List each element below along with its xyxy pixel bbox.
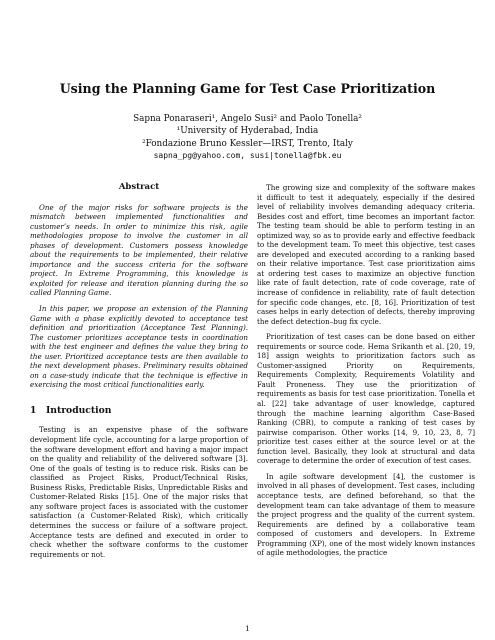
abstract-paragraph: In this paper, we propose an extension of the Planning Game with a phase explicitly devoted to acceptance test definition and prioritization (Acceptance Test Planning). The customer prioritizes acceptance tests in coordination with the test engineer and defines the value they bring to the user. Prioritized acceptance tests are then available to the next development phases. Preliminary results obtained on a case-study indicate that the technique is effective in exercising the most critical functionalities early. (30, 304, 248, 390)
intro-paragraph: Testing is an expensive phase of the software development life cycle, accounting for a large proportion of the software development effort and having a major impact on the quality and reliability of the delivered software [3]. One of the goals of testing is to reduce risk. Risks can be classified as Project Risks, Product/Technical Risks, Business Risks, Predictable Risks, Unpredictable Risks and Customer-Related Risks [15]. One of the major risks that any software project faces is associated with the customer satisfaction (a Customer-Related Risk), which critically determines the success or failure of a software project. Acceptance tests are defined and executed in order to check whether the software conforms to the customer requirements or not. (30, 425, 248, 559)
abstract-paragraph: One of the major risks for software projects is the mismatch between implemented functionalities and customer’s needs. In order to minimize this risk, agile methodologies propose to involve the customer in all phases of development. Customers possess knowledge about the requirements to be implemented, their relative importance and the success criteria for the software project. In Extreme Programming, this knowledge is exploited for release and iteration planning during the so called Planning Game. (30, 202, 248, 298)
section-heading-introduction (30, 406, 248, 416)
section-title: Introduction (46, 404, 112, 416)
author-names: Sapna Ponaraseri¹, Angelo Susi² and Paolo Tonella² (133, 114, 362, 124)
paper-title: Using the Planning Game for Test Case Prioritization (59, 81, 436, 96)
author-block (0, 113, 495, 163)
right-column (257, 183, 475, 564)
section-number: 1 (30, 404, 37, 416)
body-paragraph: Prioritization of test cases can be done based on either requirements or source code. Hema Srikanth et al. [20, 19, 18] assign weights to prioritization factors such as Customer-assigned Priority on Requirements, Requirements Complexity, Requirements Volatility and Fault Proneness. They use the prioritization of requirements as basis for test case prioritization. Tonella et al. [22] take advantage of user knowledge, captured through the machine learning algorithm Case-Based Ranking (CBR), to compute a ranking of test cases by pairwise comparison. Other works [14, 9, 10, 23, 8, 7] prioritize test cases either at the source level or at the function level. Basically, they look at structural and data coverage to determine the order of execution of test cases. (257, 332, 475, 466)
affiliation-2: ²Fondazione Bruno Kessler—IRST, Trento, Italy (142, 138, 353, 149)
affiliation-1: ¹University of Hyderabad, India (176, 126, 319, 137)
page-number: 1 (245, 624, 250, 633)
author-emails: sapna_pg@yahoo.com, susi|tonella@fbk.eu (153, 151, 342, 161)
abstract-heading: Abstract (118, 182, 160, 192)
body-paragraph: In agile software development [4], the customer is involved in all phases of development. Test cases, including acceptance tests, are defined beforehand, so that the development team can take advantage of them to measure the project progress and the quality of the current system. Requirements are defined by a collaborative team composed of customers and developers. In Extreme Programming (XP), one of the most widely known instances of agile methodologies, the practice (257, 471, 475, 558)
left-column (30, 183, 248, 565)
abstract-body (30, 203, 248, 390)
body-paragraph: The growing size and complexity of the software makes it difficult to test it adequately, especially if the desired level of reliability involves demanding adequacy criteria. Besides cost and effort, time becomes an important factor. The testing team should be able to perform testing in an optimized way, so as to provide early and effective feedback to the development team. To meet this objective, test cases are developed and executed according to a ranking based on their relative importance. Test case prioritization aims at ordering test cases to maximize an objective function like rate of fault detection, rate of code coverage, rate of increase of confidence in reliability, rate of fault detection for specific code changes, etc. [8, 16]. Prioritization of test cases helps in early detection of defects, thereby improving the defect detection–bug fix cycle. (257, 183, 475, 326)
